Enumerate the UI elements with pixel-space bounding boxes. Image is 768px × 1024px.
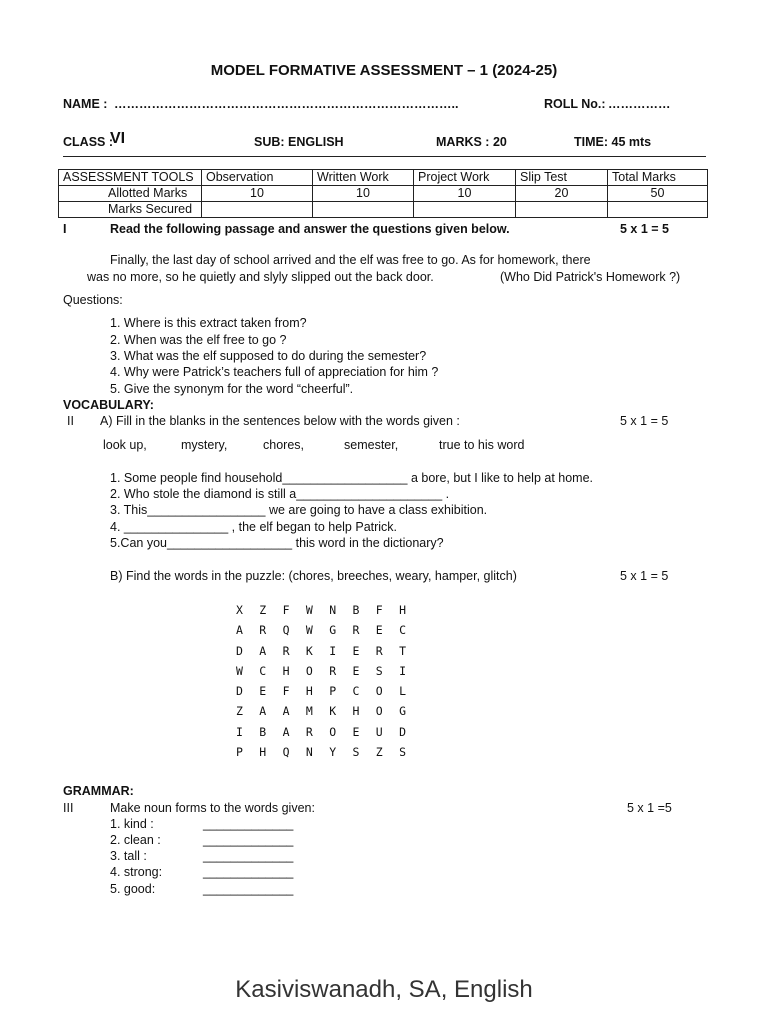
question-item: 5. Give the synonym for the word “cheerful”. xyxy=(110,382,354,396)
puzzle-letter: N xyxy=(329,603,337,617)
part-a-instruction: A) Fill in the blanks in the sentences below with the words given : xyxy=(100,414,460,428)
puzzle-letter: A xyxy=(236,623,243,638)
puzzle-letter: W xyxy=(305,623,313,638)
class-value: VI xyxy=(110,130,126,147)
puzzle-letter: F xyxy=(282,603,290,617)
puzzle-letter: C xyxy=(399,623,407,638)
puzzle-letter: E xyxy=(352,724,360,739)
time: TIME: 45 mts xyxy=(574,135,652,149)
table-cell xyxy=(608,202,708,218)
table-cell xyxy=(516,202,608,218)
passage-source: (Who Did Patrick's Homework ?) xyxy=(500,270,681,284)
fill-blank-sentence: 3. This_________________ we are going to have a class exhibition. xyxy=(110,503,488,517)
assessment-tools-table xyxy=(58,169,708,218)
answer-blank: _____________ xyxy=(203,833,294,847)
puzzle-letter: P xyxy=(329,684,337,699)
puzzle-letter: Y xyxy=(329,745,337,760)
puzzle-letter: A xyxy=(282,724,290,739)
answer-blank: _____________ xyxy=(203,849,294,863)
puzzle-letter: R xyxy=(305,724,313,739)
grammar-item: 1. kind : xyxy=(110,817,154,831)
puzzle-letter: E xyxy=(375,623,383,638)
section-3-number: III xyxy=(63,801,74,815)
header-divider xyxy=(63,156,706,157)
passage-line: Finally, the last day of school arrived and the elf was free to go. As for homework, there xyxy=(110,253,591,267)
answer-blank: _____________ xyxy=(203,865,294,879)
puzzle-letter: U xyxy=(375,724,383,739)
puzzle-letter: H xyxy=(305,684,313,699)
table-cell: 50 xyxy=(608,186,708,202)
puzzle-row xyxy=(236,644,424,664)
puzzle-row xyxy=(236,603,424,623)
puzzle-row xyxy=(236,623,424,643)
puzzle-letter: O xyxy=(305,663,313,678)
puzzle-letter: S xyxy=(352,745,360,760)
subject: SUB: ENGLISH xyxy=(254,135,344,149)
puzzle-letter: I xyxy=(236,724,243,739)
puzzle-row xyxy=(236,684,424,704)
table-cell: Total Marks xyxy=(608,170,708,186)
puzzle-letter: H xyxy=(259,745,267,760)
puzzle-letter: H xyxy=(399,603,407,617)
fill-blank-sentence: 5.Can you__________________ this word in the dictionary? xyxy=(110,536,444,550)
section-1-number: I xyxy=(63,222,67,236)
table-row xyxy=(59,202,708,218)
table-cell: 10 xyxy=(313,186,414,202)
puzzle-letter: D xyxy=(236,643,243,658)
grammar-instruction: Make noun forms to the words given: xyxy=(110,801,315,815)
table-cell: 10 xyxy=(202,186,313,202)
puzzle-letter: H xyxy=(282,663,290,678)
puzzle-letter: X xyxy=(236,603,243,617)
answer-blank: _____________ xyxy=(203,882,294,896)
table-cell: 10 xyxy=(414,186,516,202)
section-2-number: II xyxy=(67,414,74,428)
puzzle-letter: R xyxy=(282,643,290,658)
part-b-marks: 5 x 1 = 5 xyxy=(620,569,669,583)
puzzle-letter: G xyxy=(329,623,337,638)
puzzle-letter: B xyxy=(352,603,360,617)
section-1-marks: 5 x 1 = 5 xyxy=(620,222,669,236)
puzzle-letter: Q xyxy=(282,623,290,638)
puzzle-letter: L xyxy=(399,684,407,699)
puzzle-letter: D xyxy=(399,724,407,739)
word-option: look up, xyxy=(103,438,147,452)
fill-blank-sentence: 2. Who stole the diamond is still a_____________________ . xyxy=(110,487,450,501)
part-b-instruction: B) Find the words in the puzzle: (chores, breeches, weary, hamper, glitch) xyxy=(110,569,517,583)
page-title: MODEL FORMATIVE ASSESSMENT – 1 (2024-25) xyxy=(210,62,558,79)
puzzle-letter: H xyxy=(352,704,360,719)
puzzle-letter: F xyxy=(375,603,383,617)
puzzle-letter: Z xyxy=(375,745,383,760)
puzzle-letter: W xyxy=(236,663,243,678)
table-cell: 20 xyxy=(516,186,608,202)
vocabulary-heading: VOCABULARY: xyxy=(63,398,154,412)
name-dots: ……………………………………………………………………….. xyxy=(114,97,459,111)
puzzle-letter: A xyxy=(259,704,267,719)
grammar-item: 3. tall : xyxy=(110,849,147,863)
word-option: true to his word xyxy=(439,438,525,452)
puzzle-letter: O xyxy=(375,684,383,699)
puzzle-letter: R xyxy=(352,623,360,638)
fill-blank-sentence: 4. _______________ , the elf began to help Patrick. xyxy=(110,520,398,534)
table-cell: Observation xyxy=(202,170,313,186)
grammar-heading: GRAMMAR: xyxy=(63,784,134,798)
puzzle-row xyxy=(236,725,424,745)
table-row xyxy=(59,170,708,186)
word-option: chores, xyxy=(263,438,304,452)
part-a-marks: 5 x 1 = 5 xyxy=(620,414,669,428)
puzzle-letter: M xyxy=(305,704,313,719)
puzzle-letter: T xyxy=(399,643,407,658)
puzzle-letter: E xyxy=(352,643,360,658)
table-row xyxy=(59,186,708,202)
puzzle-letter: F xyxy=(282,684,290,699)
puzzle-letter: K xyxy=(305,643,313,658)
table-cell: Marks Secured xyxy=(59,202,202,218)
section-1-heading: Read the following passage and answer the questions given below. xyxy=(110,222,510,236)
answer-blank: _____________ xyxy=(203,817,294,831)
puzzle-letter: Q xyxy=(282,745,290,760)
table-cell: Written Work xyxy=(313,170,414,186)
fill-blank-sentence: 1. Some people find household__________________ a bore, but I like to help at home. xyxy=(110,471,594,485)
puzzle-letter: O xyxy=(375,704,383,719)
puzzle-letter: R xyxy=(259,623,267,638)
puzzle-letter: I xyxy=(329,643,337,658)
puzzle-letter: A xyxy=(282,704,290,719)
table-cell xyxy=(202,202,313,218)
puzzle-letter: A xyxy=(259,643,267,658)
roll-label: ROLL No.: xyxy=(544,97,606,111)
class-label: CLASS : xyxy=(63,135,113,149)
roll-dots: …………… xyxy=(608,97,671,111)
puzzle-letter: P xyxy=(236,745,243,760)
grammar-item: 2. clean : xyxy=(110,833,161,847)
puzzle-letter: C xyxy=(352,684,360,699)
grammar-marks: 5 x 1 =5 xyxy=(627,801,672,815)
puzzle-row xyxy=(236,745,424,765)
puzzle-letter: B xyxy=(259,724,267,739)
puzzle-letter: D xyxy=(236,684,243,699)
table-cell: Allotted Marks xyxy=(59,186,202,202)
passage-line: was no more, so he quietly and slyly slipped out the back door. xyxy=(87,270,434,284)
question-item: 2. When was the elf free to go ? xyxy=(110,333,287,347)
table-cell: Project Work xyxy=(414,170,516,186)
puzzle-letter: E xyxy=(352,663,360,678)
puzzle-letter: G xyxy=(399,704,407,719)
puzzle-letter: R xyxy=(329,663,337,678)
puzzle-letter: C xyxy=(259,663,267,678)
puzzle-letter: I xyxy=(399,663,407,678)
question-item: 3. What was the elf supposed to do during the semester? xyxy=(110,349,427,363)
word-puzzle-grid xyxy=(236,603,424,765)
question-item: 1. Where is this extract taken from? xyxy=(110,316,307,330)
table-cell xyxy=(313,202,414,218)
puzzle-letter: O xyxy=(329,724,337,739)
puzzle-letter: S xyxy=(375,663,383,678)
puzzle-letter: S xyxy=(399,745,407,760)
puzzle-letter: Z xyxy=(259,603,267,617)
grammar-item: 5. good: xyxy=(110,882,156,896)
question-item: 4. Why were Patrick’s teachers full of appreciation for him ? xyxy=(110,365,439,379)
puzzle-row xyxy=(236,704,424,724)
author-footer: Kasiviswanadh, SA, English xyxy=(235,976,533,1003)
puzzle-row xyxy=(236,664,424,684)
puzzle-letter: R xyxy=(375,643,383,658)
grammar-item: 4. strong: xyxy=(110,865,163,879)
puzzle-letter: N xyxy=(305,745,313,760)
table-cell: Slip Test xyxy=(516,170,608,186)
puzzle-letter: E xyxy=(259,684,267,699)
table-cell: ASSESSMENT TOOLS xyxy=(59,170,202,186)
puzzle-letter: W xyxy=(305,603,313,617)
total-marks: MARKS : 20 xyxy=(436,135,507,149)
name-label: NAME : xyxy=(63,97,108,111)
word-option: mystery, xyxy=(181,438,228,452)
puzzle-letter: K xyxy=(329,704,337,719)
word-option: semester, xyxy=(344,438,399,452)
questions-label: Questions: xyxy=(63,293,123,307)
table-cell xyxy=(414,202,516,218)
puzzle-letter: Z xyxy=(236,704,243,719)
